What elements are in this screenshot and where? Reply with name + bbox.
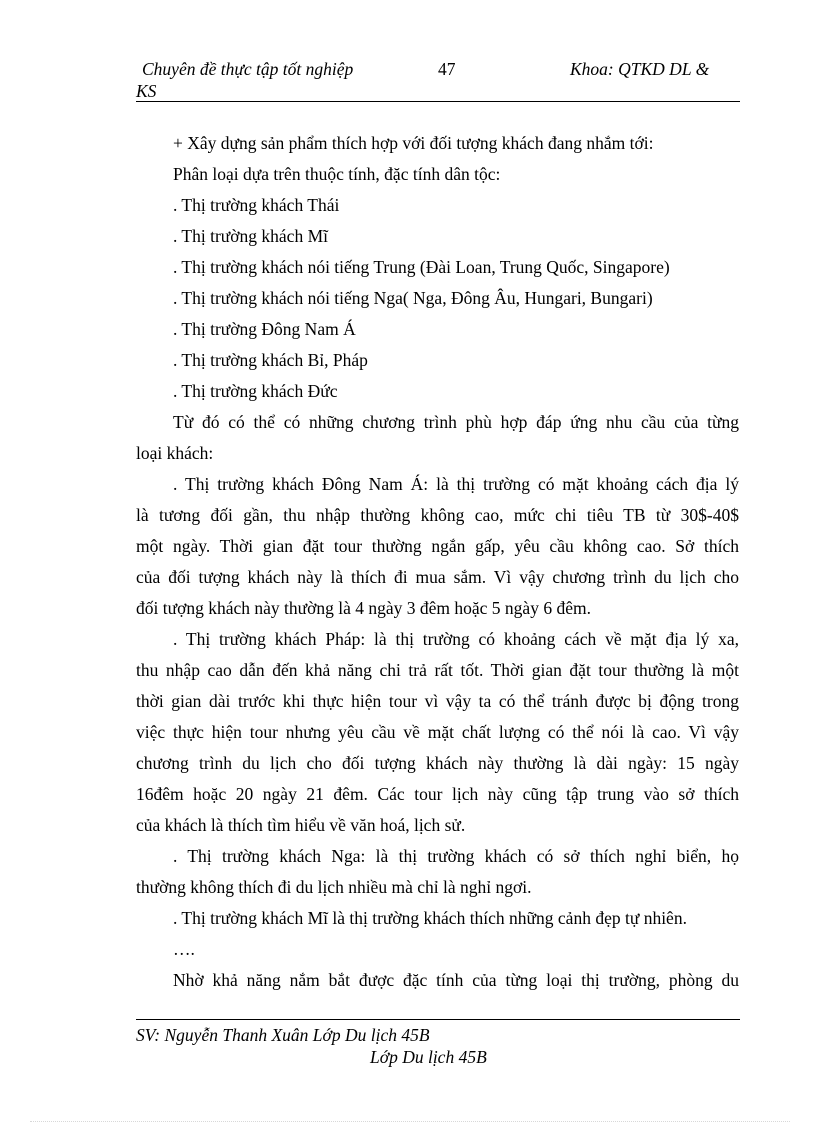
paragraph-line: 16đêm hoặc 20 ngày 21 đêm. Các tour lịch này cũng tập trung vào sở thích: [136, 784, 739, 804]
market-list-item: . Thị trường khách nói tiếng Trung (Đài Loan, Trung Quốc, Singapore): [173, 257, 670, 277]
paragraph-line: là tương đối gần, thu nhập thường không cao, mức chi tiêu TB từ 30$-40$: [136, 505, 739, 525]
market-list-item: . Thị trường khách Đức: [173, 381, 338, 401]
paragraph: Phân loại dựa trên thuộc tính, đặc tính dân tộc:: [173, 164, 501, 184]
page-edge-dots: [30, 1121, 790, 1122]
market-list-item: . Thị trường khách Thái: [173, 195, 340, 215]
header-title: Chuyên đề thực tập tốt nghiệp: [142, 59, 354, 79]
paragraph-line: Từ đó có thể có những chương trình phù hợp đáp ứng nhu cầu của từng: [173, 412, 739, 432]
footer-rule: [136, 1019, 740, 1020]
paragraph-line: . Thị trường khách Pháp: là thị trường có khoảng cách về mặt địa lý xa,: [173, 629, 739, 649]
paragraph-line: . Thị trường khách Đông Nam Á: là thị trường có mặt khoảng cách địa lý: [173, 474, 739, 494]
paragraph-line: thường không thích đi du lịch nhiều mà chỉ là nghỉ ngơi.: [136, 877, 532, 897]
paragraph-line: thời gian dài trước khi thực hiện tour vì vậy ta có thể tránh được bị động trong: [136, 691, 739, 711]
paragraph-line: chương trình du lịch cho đối tượng khách này thường là dài ngày: 15 ngày: [136, 753, 739, 773]
footer-class: Lớp Du lịch 45B: [370, 1047, 487, 1067]
header-department-wrap: KS: [136, 81, 157, 101]
market-list-item: . Thị trường khách Mĩ: [173, 226, 328, 246]
paragraph-line: loại khách:: [136, 443, 214, 463]
header-page-number: 47: [438, 59, 456, 79]
header-department: Khoa: QTKD DL &: [570, 59, 710, 79]
paragraph-line: đối tượng khách này thường là 4 ngày 3 đêm hoặc 5 ngày 6 đêm.: [136, 598, 591, 618]
header-rule: [136, 101, 740, 102]
ellipsis: ….: [173, 939, 195, 959]
market-list-item: . Thị trường Đông Nam Á: [173, 319, 356, 339]
paragraph-line: . Thị trường khách Nga: là thị trường khách có sở thích nghỉ biển, họ: [173, 846, 739, 866]
body-text: [136, 128, 739, 996]
paragraph-line: . Thị trường khách Mĩ là thị trường khách thích những cảnh đẹp tự nhiên.: [173, 908, 687, 928]
paragraph-line: việc thực hiện tour nhưng yêu cầu về mặt chất lượng có thể nói là cao. Vì vậy: [136, 722, 739, 742]
paragraph-line: Nhờ khả năng nắm bắt được đặc tính của từng loại thị trường, phòng du: [173, 970, 739, 990]
paragraph-line: của đối tượng khách này là thích đi mua sắm. Vì vậy chương trình du lịch cho: [136, 567, 739, 587]
paragraph: + Xây dựng sản phẩm thích hợp với đối tượng khách đang nhắm tới:: [173, 133, 654, 153]
paragraph-line: thu nhập cao dẫn đến khả năng chi trả rất tốt. Thời gian đặt tour thường là một: [136, 660, 739, 680]
market-list-item: . Thị trường khách nói tiếng Nga( Nga, Đông Âu, Hungari, Bungari): [173, 288, 653, 308]
paragraph-line: một ngày. Thời gian đặt tour thường ngắn gấp, yêu cầu không cao. Sở thích: [136, 536, 739, 556]
paragraph-line: của khách là thích tìm hiểu về văn hoá, lịch sử.: [136, 815, 466, 835]
footer-student: SV: Nguyễn Thanh Xuân Lớp Du lịch 45B: [136, 1025, 430, 1045]
market-list-item: . Thị trường khách Bỉ, Pháp: [173, 350, 368, 370]
